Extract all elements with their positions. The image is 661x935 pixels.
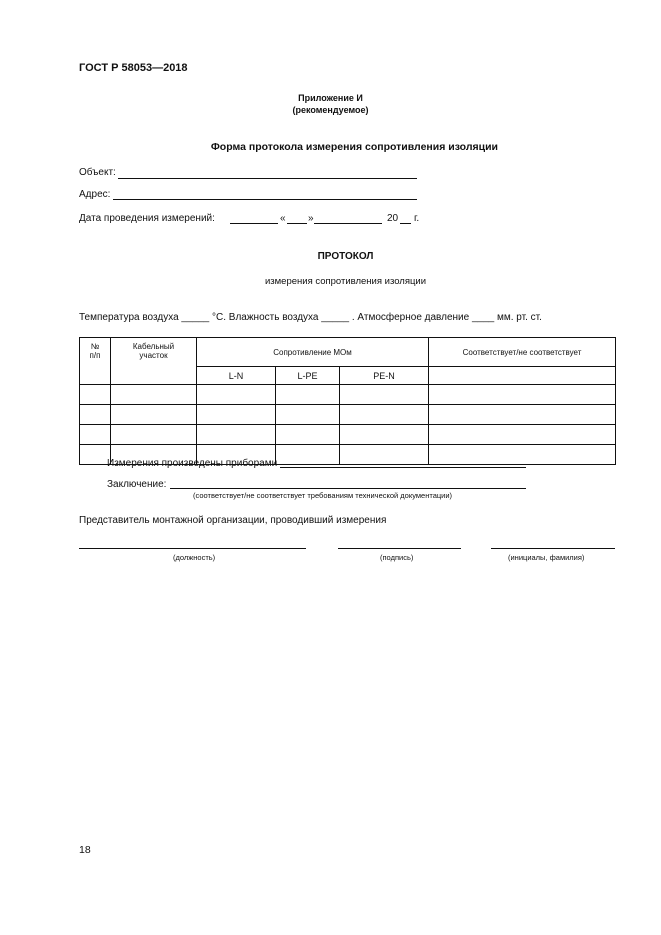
date-year-line[interactable]	[400, 223, 411, 224]
table-cell[interactable]	[197, 405, 276, 425]
address-label: Адрес:	[79, 189, 111, 200]
name-line[interactable]	[491, 548, 615, 549]
table-cell[interactable]	[111, 385, 197, 405]
table-cell[interactable]	[429, 445, 616, 465]
date-year-suffix: г.	[414, 213, 420, 224]
table-cell[interactable]	[197, 425, 276, 445]
conclusion-label: Заключение:	[107, 479, 167, 490]
date-year-prefix: 20	[387, 213, 399, 224]
subcol-compliance	[429, 367, 616, 385]
protocol-title: ПРОТОКОЛ	[317, 251, 374, 262]
table-cell[interactable]	[197, 385, 276, 405]
page-number: 18	[79, 844, 91, 856]
position-line[interactable]	[79, 548, 306, 549]
subcol-l-pe: L-PE	[276, 367, 340, 385]
date-quote-open: «	[280, 213, 286, 224]
object-label: Объект:	[79, 167, 116, 178]
col-header-section	[111, 338, 197, 385]
name-caption: (инициалы, фамилия)	[508, 553, 585, 562]
table-cell[interactable]	[80, 385, 111, 405]
object-line[interactable]	[118, 178, 417, 179]
appendix-title: Приложение И	[298, 93, 363, 103]
instruments-label: Измерения произведены приборами	[107, 458, 278, 469]
col-header-section-l2: участок	[139, 351, 168, 360]
table-cell[interactable]	[111, 405, 197, 425]
col-header-resistance: Сопротивление МОм	[197, 338, 429, 367]
table-cell[interactable]	[80, 405, 111, 425]
date-day-line[interactable]	[230, 223, 278, 224]
date-number-line[interactable]	[287, 223, 307, 224]
instruments-line[interactable]	[280, 467, 526, 468]
col-header-compliance: Соответствует/не соответствует	[429, 338, 616, 367]
date-month-line[interactable]	[314, 223, 382, 224]
col-header-number-l1: №	[90, 342, 100, 351]
conclusion-caption: (соответствует/не соответствует требованиям технической документации)	[193, 491, 453, 500]
table-cell[interactable]	[340, 445, 429, 465]
form-title: Форма протокола измерения сопротивления изоляции	[210, 141, 498, 153]
form-title-row	[0, 141, 661, 155]
table-row	[80, 385, 616, 405]
position-caption: (должность)	[173, 553, 216, 562]
date-label: Дата проведения измерений:	[79, 213, 215, 224]
table-cell[interactable]	[429, 425, 616, 445]
table-cell[interactable]	[111, 425, 197, 445]
col-header-number-l2: п/п	[89, 351, 101, 360]
conditions-line: Температура воздуха _____ °С. Влажность воздуха _____ . Атмосферное давление ____ мм. рт. ст.	[79, 312, 542, 323]
table-cell[interactable]	[429, 405, 616, 425]
signature-line[interactable]	[338, 548, 461, 549]
table-cell[interactable]	[429, 385, 616, 405]
table-row	[80, 425, 616, 445]
subcol-l-n: L-N	[197, 367, 276, 385]
protocol-subtitle: измерения сопротивления изоляции	[264, 276, 427, 287]
representative-label: Представитель монтажной организации, проводивший измерения	[79, 515, 387, 526]
signature-caption: (подпись)	[380, 553, 414, 562]
table-cell[interactable]	[276, 385, 340, 405]
measurement-table	[79, 337, 616, 465]
table-row	[80, 405, 616, 425]
date-quote-close: »	[308, 213, 314, 224]
conclusion-line[interactable]	[170, 488, 526, 489]
col-header-section-l1: Кабельный	[132, 342, 175, 351]
document-standard: ГОСТ Р 58053—2018	[79, 62, 188, 74]
table-cell[interactable]	[80, 445, 111, 465]
table-cell[interactable]	[276, 405, 340, 425]
table-cell[interactable]	[276, 425, 340, 445]
appendix-subtitle: (рекомендуемое)	[292, 105, 369, 115]
table-cell[interactable]	[340, 385, 429, 405]
table-cell[interactable]	[80, 425, 111, 445]
table-cell[interactable]	[340, 425, 429, 445]
col-header-number	[80, 338, 111, 385]
table-cell[interactable]	[340, 405, 429, 425]
address-line[interactable]	[113, 199, 417, 200]
table-cell[interactable]	[276, 445, 340, 465]
subcol-pe-n: PE-N	[340, 367, 429, 385]
